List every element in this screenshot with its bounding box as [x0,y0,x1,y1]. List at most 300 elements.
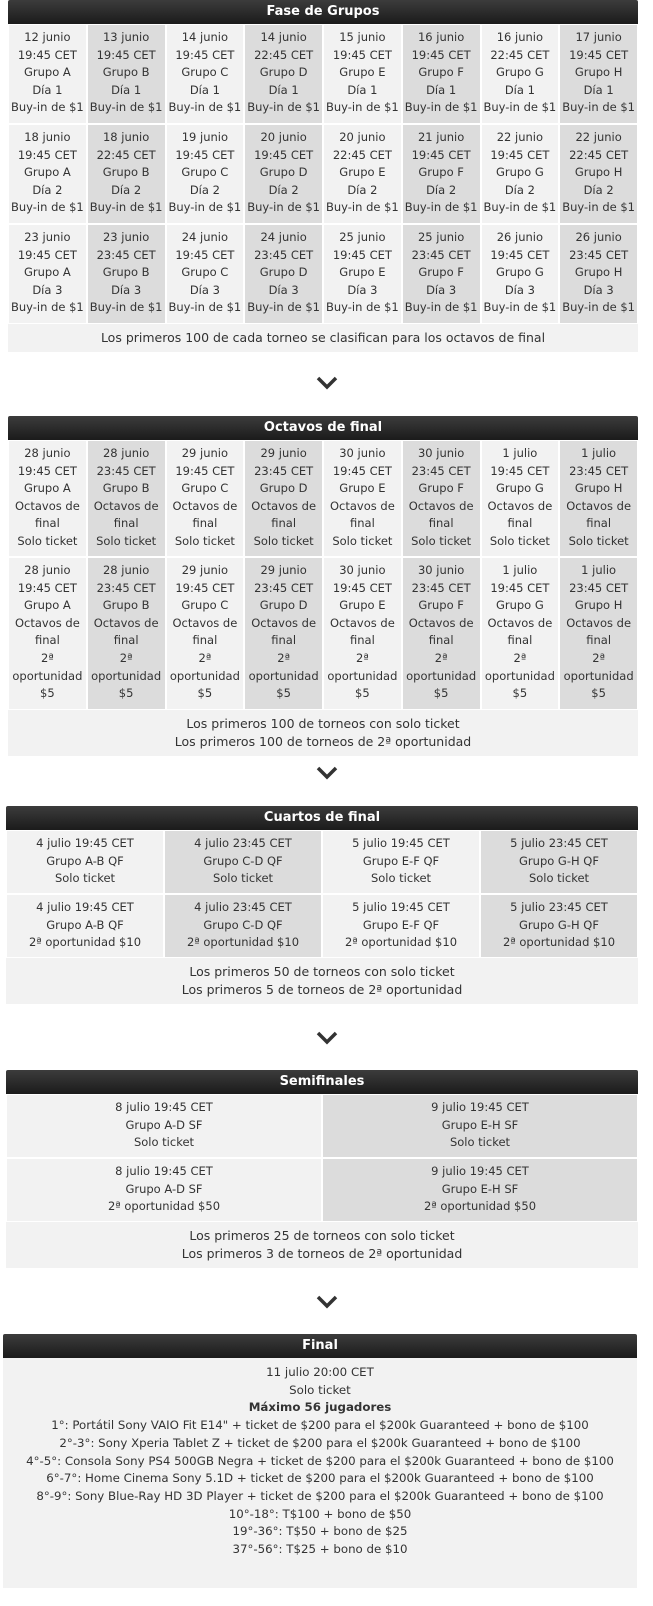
cell-line: Día 1 [268,82,299,97]
cell-line: Día 1 [32,82,63,97]
cell-line: final [192,516,218,531]
cell-line: 28 junio [102,563,150,577]
cell-line: oportunidad [563,668,634,683]
cell-line: 4 julio 19:45 CET [36,900,134,914]
tournament-cell [323,124,402,224]
cell-line: Grupo G [495,65,544,80]
cell-line: Buy-in de $1 [168,100,242,115]
cell-line: 23:45 CET [254,463,314,478]
cell-line: 4 julio 23:45 CET [194,836,292,850]
tournament-cell [322,894,480,958]
cell-line: 19:45 CET [17,463,77,478]
cell-line: Grupo C [181,598,229,613]
cell-line: 19:45 CET [332,247,392,262]
tournament-cell [323,24,402,124]
cell-line: Grupo A-D SF [125,1181,203,1196]
cell-line: final [428,633,454,648]
note-line: Los primeros 25 de torneos con solo ticket [189,1228,455,1243]
note-line: Los primeros 100 de torneos con solo ticket [186,716,460,731]
section-header: Final [3,1334,637,1358]
cell-line: Grupo A-B QF [46,853,124,868]
cell-line: Grupo B [102,481,150,496]
cell-line: 19:45 CET [411,147,471,162]
cell-line: Octavos de [566,498,632,513]
cell-line: Buy-in de $1 [562,300,635,315]
cell-line: 1 julio [581,563,617,577]
tournament-cell [323,224,402,324]
cell-line: Buy-in de $1 [168,200,242,215]
cell-line: 19:45 CET [490,247,550,262]
cell-line: 19:45 CET [175,147,235,162]
cell-line: 26 junio [496,230,544,244]
cell-line: 2ª [277,650,290,665]
cell-line: final [349,633,375,648]
cell-line: Buy-in de $1 [326,300,399,315]
cell-line: Solo ticket [449,1135,511,1150]
cell-line: 1 julio [502,563,538,577]
cell-line: 2ª [119,650,133,665]
cell-line: Buy-in de $1 [247,300,320,315]
cell-line: 2ª [434,650,448,665]
cell-line: 9 julio 19:45 CET [431,1164,529,1178]
cell-line: Día 1 [111,82,142,97]
tournament-cell [481,24,560,124]
cell-line: Octavos de [172,615,238,630]
tournament-cell [323,557,402,710]
cell-line: 16 junio [496,30,544,44]
cell-line: 2ª [513,650,527,665]
tournament-cell [87,124,166,224]
tournament-cell [402,557,481,710]
cell-line: $5 [512,686,528,701]
cell-line: 2ª oportunidad $50 [107,1199,221,1214]
cell-line: Grupo E [339,65,386,80]
cell-line: Grupo A [23,65,71,80]
cell-line: Grupo E [339,481,386,496]
tournament-cell [166,224,245,324]
cell-line: $5 [433,686,449,701]
chevron-down-icon [316,765,338,781]
tournament-cell [8,124,87,224]
cell-line: 26 junio [575,230,622,244]
cell-line: Buy-in de $1 [247,200,320,215]
cell-line: 15 junio [339,30,386,44]
cell-line: Solo ticket [528,871,590,886]
cell-line: final [113,633,139,648]
cell-line: 19:45 CET [175,247,235,262]
cell-line: 20 junio [260,130,307,144]
tournament-cell [481,557,560,710]
cell-line: final [113,516,139,531]
cell-line: 29 junio [181,563,229,577]
cell-line: Grupo B [102,598,150,613]
cell-line: final [192,633,218,648]
cell-line: Grupo B [102,65,150,80]
cell-line: 22:45 CET [254,47,314,62]
cell-line: Solo ticket [411,533,472,548]
section-final [3,1334,637,1588]
cell-line: 2ª [41,650,54,665]
cell-line: Grupo A [23,165,71,180]
cell-line: Octavos de [408,498,474,513]
cell-line: Grupo E-H SF [441,1117,519,1132]
cell-line: Octavos de [487,498,553,513]
cell-line: Grupo C [181,265,229,280]
prize-line: 2°-3°: Sony Xperia Tablet Z + ticket de $200 para el $200k Guaranteed + bono de $100 [59,1435,581,1450]
cell-line: 19:45 CET [490,580,550,595]
cell-line: Buy-in de $1 [404,300,478,315]
cell-line: 5 julio 19:45 CET [352,900,450,914]
cell-line: $5 [40,686,55,701]
cell-line: Día 1 [426,82,457,97]
octavos-grid [8,440,638,710]
cell-line: Octavos de [93,615,159,630]
tournament-cell [402,124,481,224]
note-line: Los primeros 50 de torneos con solo ticket [189,964,455,979]
cell-line: Grupo E-F QF [362,853,440,868]
section-note [8,324,638,352]
tournament-cell [323,440,402,557]
cell-line: 19 junio [181,130,229,144]
cell-line: 19:45 CET [490,147,550,162]
cell-line: Grupo F [418,265,464,280]
prize-line: 8°-9°: Sony Blue-Ray HD 3D Player + ticket de $200 para el $200k Guaranteed + bono de $100 [36,1488,604,1503]
tournament-cell [244,440,323,557]
note-line: Los primeros 3 de torneos de 2ª oportunidad [181,1246,463,1261]
cell-line: 22:45 CET [96,147,156,162]
cell-line: 4 julio 23:45 CET [194,900,292,914]
note-line: Los primeros 5 de torneos de 2ª oportunidad [181,982,463,997]
cell-line: 21 junio [417,130,465,144]
tournament-cell [244,224,323,324]
cell-line: 23:45 CET [569,580,629,595]
cell-line: final [349,516,375,531]
cell-line: Buy-in de $1 [483,200,557,215]
chevron-down-icon [316,1294,338,1310]
cell-line: 19:45 CET [569,47,629,62]
cell-line: 17 junio [575,30,622,44]
cell-line: Grupo C [181,65,229,80]
cell-line: 19:45 CET [332,463,392,478]
cell-line: 30 junio [339,446,386,460]
cell-line: 5 julio 23:45 CET [510,836,608,850]
tournament-cell [166,24,245,124]
cell-line: 23:45 CET [254,580,314,595]
cell-line: 29 junio [181,446,229,460]
cell-line: 5 julio 23:45 CET [510,900,608,914]
tournament-cell [402,24,481,124]
cell-line: Grupo G [495,598,544,613]
section-groups [8,0,638,352]
cell-line: 30 junio [417,446,465,460]
tournament-cell [87,224,166,324]
cell-line: 19:45 CET [332,47,392,62]
cell-line: final [34,516,60,531]
cell-line: 23 junio [102,230,150,244]
cell-line: Grupo E [339,265,386,280]
cell-line: Octavos de [251,615,317,630]
cell-line: Octavos de [251,498,317,513]
cell-line: final [428,516,454,531]
tournament-cell [87,440,166,557]
cell-line: 19:45 CET [175,580,235,595]
cell-line: 28 junio [24,563,71,577]
cell-line: 2ª [592,650,605,665]
cell-line: Grupo F [418,165,464,180]
cell-line: Día 2 [347,182,378,197]
chevron-down-icon [316,1030,338,1046]
cell-line: 19:45 CET [175,463,235,478]
cell-line: Buy-in de $1 [326,200,399,215]
tournament-cell [8,557,87,710]
cell-line: Octavos de [487,615,553,630]
cell-line: Solo ticket [332,533,393,548]
cell-line: 23:45 CET [96,463,156,478]
cell-line: 2ª oportunidad $10 [28,935,142,950]
section-semis [6,1070,638,1268]
cell-line: 30 junio [417,563,465,577]
cell-line: $5 [276,686,291,701]
cell-line: Buy-in de $1 [168,300,242,315]
tournament-cell [244,124,323,224]
tournament-cell [481,224,560,324]
cell-line: 8 julio 19:45 CET [115,1100,213,1114]
cell-line: 23 junio [24,230,71,244]
tournament-cell [6,1158,322,1222]
cell-line: Grupo E [339,598,386,613]
cell-line: Día 2 [583,182,614,197]
cell-line: Solo ticket [212,871,274,886]
cell-line: 2ª oportunidad $10 [502,935,616,950]
cell-line: 23:45 CET [411,463,471,478]
tournament-cell [6,894,164,958]
cell-line: 19:45 CET [175,47,235,62]
cell-line: 19:45 CET [96,47,156,62]
prize-line: 37°-56°: T$25 + bono de $10 [232,1542,408,1557]
cell-line: Grupo C-D QF [203,917,283,932]
cell-line: Grupo B [102,165,150,180]
cell-line: Día 3 [583,282,614,297]
cell-line: 24 junio [260,230,307,244]
cell-line: 16 junio [417,30,465,44]
cell-line: 22 junio [575,130,622,144]
cell-line: 2ª [198,650,212,665]
cell-line: Buy-in de $1 [89,200,163,215]
cell-line: 9 julio 19:45 CET [431,1100,529,1114]
cell-line: 12 junio [24,30,71,44]
cell-line: Grupo G-H QF [519,917,599,932]
cell-line: Grupo H [574,481,623,496]
cell-line: Grupo G-H QF [519,853,599,868]
cell-line: Grupo D [259,65,308,80]
tournament-cell [164,830,322,894]
tournament-cell [166,124,245,224]
section-octavos [8,416,638,756]
cell-line: 2ª oportunidad $10 [344,935,458,950]
cell-line: 14 junio [181,30,229,44]
tournament-cell [322,1094,638,1158]
cell-line: 19:45 CET [17,247,77,262]
cell-line: 1 julio [502,446,538,460]
cell-line: final [586,516,612,531]
cell-line: 14 junio [260,30,307,44]
tournament-cell [244,24,323,124]
cell-line: Octavos de [329,498,395,513]
cell-line: 29 junio [260,446,307,460]
final-date: 11 julio 20:00 CET [266,1365,374,1379]
cell-line: 18 junio [102,130,150,144]
cell-line: 19:45 CET [17,147,77,162]
cell-line: 4 julio 19:45 CET [36,836,134,850]
section-note [8,710,638,756]
cell-line: Buy-in de $1 [404,100,478,115]
tournament-cell [6,1094,322,1158]
tournament-cell [559,440,638,557]
tournament-cell [322,830,480,894]
cell-line: Día 1 [189,82,220,97]
tournament-cell [480,894,638,958]
cell-line: Solo ticket [174,533,235,548]
prize-line: 6°-7°: Home Cinema Sony 5.1D + ticket de $200 para el $200k Guaranteed + bono de $100 [46,1471,594,1486]
cell-line: 23:45 CET [411,247,471,262]
tournament-cell [8,24,87,124]
cell-line: Octavos de [329,615,395,630]
tournament-cell [559,24,638,124]
cell-line: 28 junio [102,446,150,460]
cell-line: Grupo D [259,265,308,280]
cell-line: Grupo H [574,598,623,613]
cell-line: Grupo H [574,165,623,180]
cell-line: 19:45 CET [411,47,471,62]
cell-line: Octavos de [172,498,238,513]
cell-line: oportunidad [12,668,83,683]
final-max-players: Máximo 56 jugadores [248,1400,392,1415]
cell-line: Buy-in de $1 [247,100,320,115]
cell-line: Solo ticket [489,533,550,548]
cell-line: Grupo A-D SF [125,1117,203,1132]
cell-line: 2ª oportunidad $10 [186,935,300,950]
cell-line: Grupo D [259,598,308,613]
cell-line: Octavos de [408,615,474,630]
tournament-cell [164,894,322,958]
cell-line: 22:45 CET [569,147,629,162]
cell-line: Día 2 [426,182,457,197]
cell-line: 23:45 CET [96,580,156,595]
cell-line: $5 [197,686,213,701]
cell-line: Día 3 [32,282,63,297]
cell-line: Día 2 [32,182,63,197]
tournament-cell [87,24,166,124]
cell-line: oportunidad [91,668,162,683]
cell-line: final [507,516,533,531]
cell-line: Octavos de [14,615,80,630]
cell-line: Día 2 [504,182,535,197]
cell-line: Grupo F [418,65,464,80]
cell-line: Buy-in de $1 [483,300,557,315]
cell-line: Octavos de [93,498,159,513]
cell-line: oportunidad [327,668,398,683]
cell-line: 23:45 CET [96,247,156,262]
cell-line: 8 julio 19:45 CET [115,1164,213,1178]
tournament-cell [166,557,245,710]
cell-line: Solo ticket [54,871,116,886]
cell-line: 19:45 CET [17,47,77,62]
cell-line: Octavos de [566,615,632,630]
cell-line: Grupo H [574,65,623,80]
cell-line: Grupo E-F QF [362,917,440,932]
section-header: Cuartos de final [6,806,638,830]
cell-line: Grupo H [574,265,623,280]
cell-line: Buy-in de $1 [89,300,163,315]
cell-line: Día 2 [111,182,142,197]
cell-line: Grupo A [23,481,71,496]
cell-line: Día 2 [189,182,220,197]
cell-line: Día 3 [111,282,142,297]
cell-line: Grupo D [259,165,308,180]
cell-line: 22:45 CET [332,147,392,162]
cell-line: final [586,633,612,648]
cell-line: 13 junio [102,30,150,44]
cell-line: oportunidad [169,668,240,683]
prize-line: 1°: Portátil Sony VAIO Fit E14" + ticket de $200 para el $200k Guaranteed + bono de $100 [51,1418,589,1433]
tournament-cell [559,124,638,224]
cell-line: Día 1 [583,82,614,97]
cell-line: Buy-in de $1 [562,100,635,115]
cell-line: Buy-in de $1 [11,100,84,115]
cell-line: 19:45 CET [254,147,314,162]
cell-line: Grupo D [259,481,308,496]
cell-line: final [271,516,297,531]
cell-line: 5 julio 19:45 CET [352,836,450,850]
cell-line: 24 junio [181,230,229,244]
cell-line: Grupo F [418,598,464,613]
cell-line: 23:45 CET [569,463,629,478]
cell-line: Octavos de [14,498,80,513]
prize-line: 19°-36°: T$50 + bono de $25 [232,1524,408,1539]
cell-line: Grupo C [181,165,229,180]
tournament-cell [6,830,164,894]
cell-line: 29 junio [260,563,307,577]
tournament-cell [8,224,87,324]
cell-line: 25 junio [417,230,465,244]
cell-line: Grupo C [181,481,229,496]
cell-line: 18 junio [24,130,71,144]
semis-grid [6,1094,638,1222]
section-header: Octavos de final [8,416,638,440]
cell-line: 2ª oportunidad $50 [423,1199,537,1214]
cell-line: oportunidad [406,668,477,683]
tournament-cell [481,124,560,224]
cell-line: 22:45 CET [490,47,550,62]
final-ticket: Solo ticket [289,1382,351,1397]
tournament-cell [402,440,481,557]
prize-line: 4°-5°: Consola Sony PS4 500GB Negra + ticket de $200 para el $200k Guaranteed + bono de $100 [26,1453,614,1468]
cell-line: Buy-in de $1 [11,200,84,215]
cell-line: 23:45 CET [411,580,471,595]
cell-line: Solo ticket [568,533,629,548]
cell-line: 20 junio [339,130,386,144]
cell-line: 1 julio [581,446,617,460]
cell-line: 28 junio [24,446,71,460]
cell-line: Grupo G [495,265,544,280]
cell-line: final [271,633,297,648]
cell-line: 23:45 CET [569,247,629,262]
cell-line: Solo ticket [370,871,432,886]
cell-line: final [34,633,60,648]
tournament-cell [480,830,638,894]
cuartos-grid [6,830,638,958]
cell-line: Buy-in de $1 [89,100,163,115]
